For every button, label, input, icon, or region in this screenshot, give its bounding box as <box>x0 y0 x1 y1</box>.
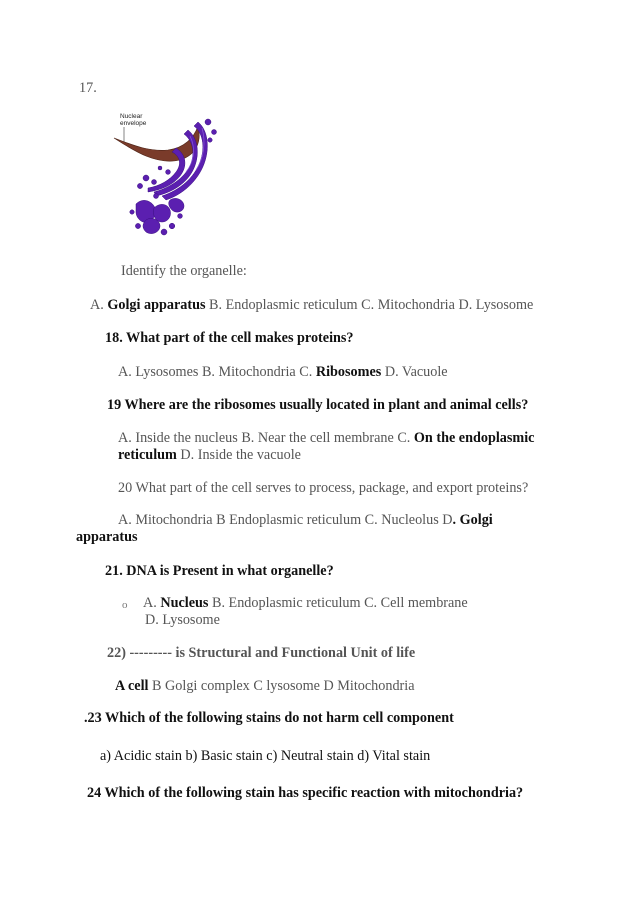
options-post: D. Vacuole <box>381 364 448 380</box>
question-18-options <box>118 363 448 381</box>
option-a-answer: Golgi apparatus <box>107 297 206 313</box>
correct-answer: On the endoplasmic <box>413 430 535 446</box>
option-a-prefix: A. <box>90 297 108 313</box>
options-pre: A. <box>143 595 161 611</box>
question-20-options-line1 <box>118 511 493 529</box>
question-24: 24 Which of the following stain has specific reaction with mitochondria? <box>87 785 524 801</box>
question-23: .23 Which of the following stains do not harm cell component <box>84 710 454 726</box>
question-22-options <box>115 677 415 695</box>
question-20: 20 What part of the cell serves to process, package, and export proteins? <box>118 480 529 496</box>
bullet-icon: o <box>122 599 128 611</box>
options-post: D. Inside the vacuole <box>176 447 301 463</box>
question-23-options: a) Acidic stain b) Basic stain c) Neutral stain d) Vital stain <box>100 748 431 764</box>
question-18: 18. What part of the cell makes proteins? <box>105 330 354 346</box>
question-21-options-line2: D. Lysosome <box>145 612 220 628</box>
correct-answer: . Golgi <box>452 512 493 528</box>
correct-answer: Ribosomes <box>315 364 382 380</box>
options-rest: B. Endoplasmic reticulum C. Mitochondria D. Lysosome <box>205 297 534 313</box>
options-pre: A. Lysosomes B. Mitochondria C. <box>118 364 316 380</box>
options-post: B Golgi complex C lysosome D Mitochondria <box>148 678 415 694</box>
question-17-prompt: Identify the organelle: <box>121 263 247 279</box>
question-21-options-line1 <box>143 594 468 612</box>
options-post: B. Endoplasmic reticulum C. Cell membrane <box>208 595 468 611</box>
question-22: 22) --------- is Structural and Functional Unit of life <box>107 645 416 661</box>
correct-answer: Nucleus <box>160 595 209 611</box>
question-21: 21. DNA is Present in what organelle? <box>105 563 334 579</box>
figure-label-line1: Nuclear <box>120 113 143 120</box>
question-19-options-line1 <box>118 429 534 447</box>
figure-label-line2: envelope <box>120 120 147 127</box>
correct-answer-cont: reticulum <box>118 447 177 463</box>
correct-answer: A cell <box>115 678 149 694</box>
question-17-number: 17. <box>79 80 97 96</box>
question-19-options-line2 <box>118 446 301 464</box>
golgi-apparatus-illustration <box>110 108 222 240</box>
question-20-options-line2: apparatus <box>76 529 138 545</box>
options-pre: A. Inside the nucleus B. Near the cell membrane C. <box>118 430 414 446</box>
options-pre: A. Mitochondria B Endoplasmic reticulum C. Nucleolus D <box>118 512 453 528</box>
question-19: 19 Where are the ribosomes usually located in plant and animal cells? <box>107 397 529 413</box>
question-17-options <box>90 296 533 314</box>
